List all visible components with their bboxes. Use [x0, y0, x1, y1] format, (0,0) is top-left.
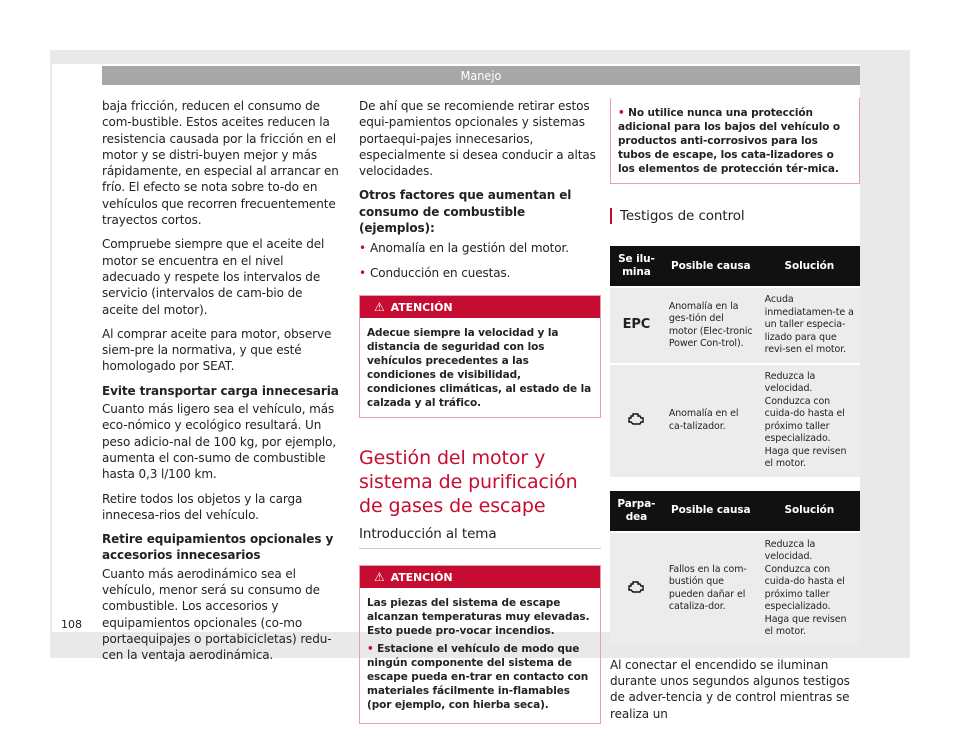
table-header: Posible causa: [663, 491, 759, 531]
column-left: [102, 98, 342, 672]
epc-icon: EPC: [610, 286, 663, 363]
engine-check-icon: [610, 531, 663, 645]
warning-text: • No utilice nunca una protección adicional para los bajos del vehículo o productos anti-corrosivos para los tubos de escape, los cata-lizadores o los elementos de protección tér-mica.: [618, 107, 841, 175]
table-cell: Reduzca la velocidad. Conduzca con cuida-do hasta el próximo taller especializado. Haga que revisen el motor.: [759, 363, 860, 477]
paragraph: Cuanto más aerodinámico sea el vehículo, menor será su consumo de combustible. Los accesorios y equipamientos opcionales (co-mo portaequipajes o portabicicletas) redu-cen la ventaja aerodinámica.: [102, 566, 332, 663]
warning-text: Adecue siempre la velocidad y la distancia de seguridad con los vehículos precedentes a las condiciones de visibilidad, condiciones climáticas, al estado de la calzada y al tráfico.: [367, 326, 592, 409]
warning-header: ⚠ ATENCIÓN: [360, 296, 600, 318]
page-header: Manejo: [102, 66, 860, 85]
subsection-title: Introducción al tema: [359, 526, 601, 549]
heading: Retire equipamientos opcionales y accesorios innecesarios: [102, 532, 334, 563]
heading: Evite transportar carga innecesaria: [102, 383, 339, 398]
table-header: Posible causa: [663, 246, 759, 286]
table-cell: Reduzca la velocidad. Conduzca con cuida-do hasta el próximo taller especializado. Haga que revisen el motor.: [759, 531, 860, 645]
paragraph: De ahí que se recomiende retirar estos equi-pamientos opcionales y sistemas portaequi-pajes innecesarios, especialmente si desea conducir a altas velocidades.: [359, 99, 596, 179]
column-right: [610, 98, 860, 730]
warning-box-continued: [610, 98, 860, 184]
warning-lamps-table-flash: [610, 491, 860, 645]
list-item: • Anomalía en la gestión del motor.: [359, 241, 569, 256]
page-number: 108: [61, 618, 82, 631]
engine-check-icon: [610, 363, 663, 477]
paragraph: Cuanto más ligero sea el vehículo, más eco-nómico y ecológico resultará. Un peso adicio-nal de 100 kg, por ejemplo, aumenta el con-sumo de combustible hasta 0,3 l/100 km.: [102, 402, 337, 482]
section-title: Gestión del motor y sistema de purificación de gases de escape: [359, 446, 578, 517]
list-item: • Conducción en cuestas.: [359, 265, 511, 280]
table-header: Solución: [759, 491, 860, 531]
table-cell: Anomalía en el ca-talizador.: [663, 363, 759, 477]
warning-lamps-table-lit: [610, 246, 860, 477]
bullet-icon: •: [359, 241, 366, 256]
table-cell: Acuda inmediatamen-te a un taller especia-lizado para que revi-sen el motor.: [759, 286, 860, 363]
table-cell: Fallos en la com-bustión que pueden dañar el cataliza-dor.: [663, 531, 759, 645]
table-row: [610, 286, 860, 363]
table-header: Se ilu-mina: [610, 246, 663, 286]
bullet-icon: •: [367, 643, 378, 656]
paragraph: Al conectar el encendido se iluminan durante unos segundos algunos testigos de adver-tencia y de control mientras se realiza un: [610, 657, 850, 721]
heading: Otros factores que aumentan el consumo de combustible (ejemplos):: [359, 188, 572, 236]
paragraph: Al comprar aceite para motor, observe siem-pre la normativa, y que esté homologado por SEAT.: [102, 326, 332, 374]
warning-box: [359, 565, 601, 724]
table-row: [610, 363, 860, 477]
paragraph: baja fricción, reducen el consumo de com-bustible. Estos aceites reducen la resistencia causada por la fricción en el motor y se distri-buyen mejor y más rápidamente, en especial al arrancar en frío. El efecto se nota sobre to-do en vehículos que recorren frecuentemente trayectos cortos.: [102, 99, 339, 228]
paragraph: Retire todos los objetos y la carga innecesa-rios del vehículo.: [102, 491, 303, 522]
warning-header: ⚠ ATENCIÓN: [360, 566, 600, 588]
warning-text: Las piezas del sistema de escape alcanzan temperaturas muy elevadas. Esto puede pro-vocar incendios. • Estacione el vehículo de modo que ningún componente del sistema de escape pueda en-trar en contacto con materiales fácilmente in-flamables (por ejemplo, con hierba seca).: [367, 597, 590, 712]
bullet-icon: •: [359, 265, 366, 280]
warning-triangle-icon: ⚠: [374, 570, 385, 585]
bullet-icon: •: [618, 107, 629, 119]
warning-triangle-icon: ⚠: [374, 299, 385, 314]
table-header: Solución: [759, 246, 860, 286]
table-header: Parpa-dea: [610, 491, 663, 531]
table-cell: Anomalía en la ges-tión del motor (Elec-tronic Power Con-trol).: [663, 286, 759, 363]
table-row: [610, 531, 860, 645]
column-middle: [359, 98, 601, 734]
paragraph: Compruebe siempre que el aceite del motor se encuentra en el nivel adecuado y respete los intervalos de servicio (intervalos de cam-bio de aceite del motor).: [102, 237, 325, 317]
testigos-title: Testigos de control: [610, 208, 860, 230]
warning-box: [359, 295, 601, 418]
